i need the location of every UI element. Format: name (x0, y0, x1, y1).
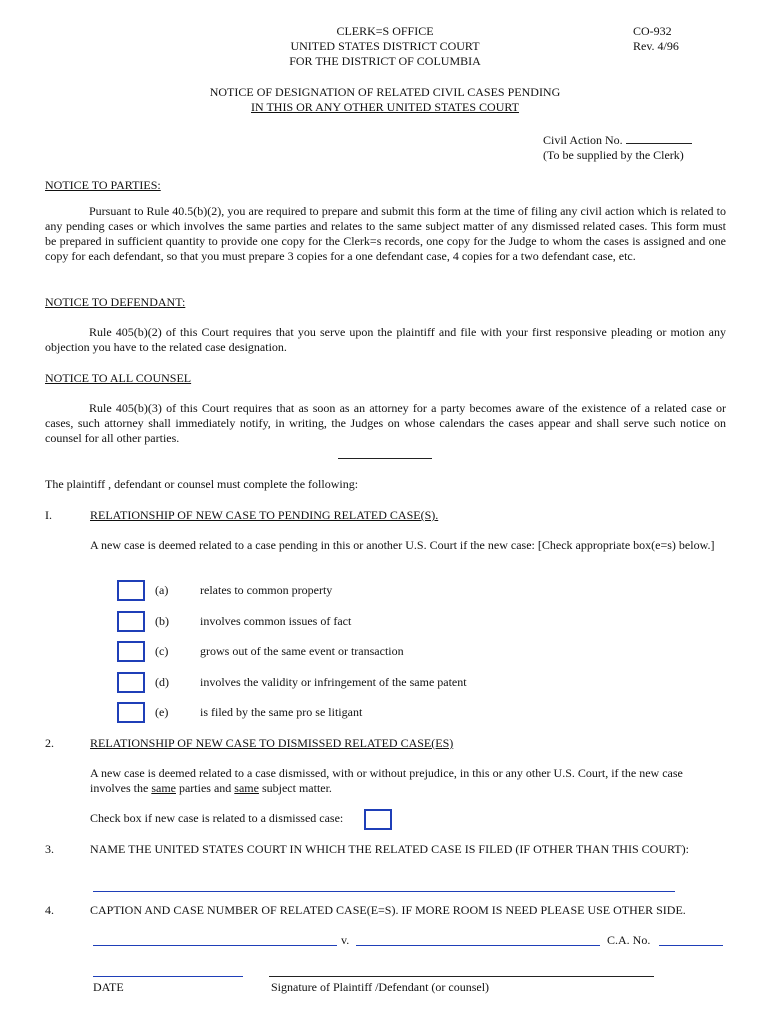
section-3-heading: NAME THE UNITED STATES COURT IN WHICH THE RELATED CASE IS FILED (IF OTHER THAN THIS COURT): (90, 842, 689, 856)
option-label: involves common issues of fact (200, 614, 352, 628)
notice-parties-paragraph (45, 204, 726, 264)
related-court-name-line (93, 891, 675, 892)
option-letter: (a) (155, 583, 169, 597)
option-letter: (b) (155, 614, 169, 628)
form-title (150, 85, 620, 115)
civil-action-label: Civil Action No. (543, 133, 623, 147)
civil-action-number-field[interactable] (626, 131, 692, 144)
signature-line[interactable] (269, 976, 654, 977)
related-court-name-field[interactable] (93, 876, 673, 890)
section-2-text: A new case is deemed related to a case dismissed, with or without prejudice, in this or any other U.S. Court, if the new case involves the same parties and same subject matter. (90, 766, 683, 795)
section-4-heading: CAPTION AND CASE NUMBER OF RELATED CASE(E=S). IF MORE ROOM IS NEED PLEASE USE OTHER SIDE. (90, 903, 686, 917)
section-2-number: 2. (45, 736, 54, 750)
section-2-heading: RELATIONSHIP OF NEW CASE TO DISMISSED RELATED CASE(ES) (90, 736, 454, 750)
dismissed-case-checkbox[interactable] (364, 809, 392, 830)
form-number: CO-932 (633, 24, 672, 38)
notice-parties-text: Pursuant to Rule 40.5(b)(2), you are required to prepare and submit this form at the time of filing any civil action which is related to any pending cases or which involves the same parties and relates to the same subject matter of any dismissed related cases. This form must be prepared in sufficient quantity to provide one copy for the Clerk=s records, one copy for the Judge to whom the cases is assigned and one copy for each defendant, so that you must prepare 3 copies for a one defendant case, 4 copies for a two defendant case, etc. (45, 204, 726, 263)
civil-action-block (543, 131, 692, 163)
form-id-block (633, 24, 679, 54)
related-case-checkbox[interactable] (117, 702, 145, 723)
section-4-number: 4. (45, 903, 54, 917)
date-label: DATE (93, 980, 124, 994)
dismissed-case-check-label: Check box if new case is related to a dismissed case: (90, 811, 344, 825)
civil-action-note: (To be supplied by the Clerk) (543, 148, 684, 162)
notice-counsel-heading: NOTICE TO ALL COUNSEL (45, 371, 192, 385)
related-case-checkbox[interactable] (117, 641, 145, 662)
section-divider (338, 458, 432, 459)
versus-label: v. (341, 933, 350, 947)
related-case-checkbox[interactable] (117, 672, 145, 693)
ca-number-line (659, 945, 723, 946)
date-field[interactable] (93, 961, 241, 975)
notice-counsel-text: Rule 405(b)(3) of this Court requires that as soon as an attorney for a party becomes aware of the existence of a related case or cases, such attorney shall immediately notify, in writing, the Judges on whose calendars the cases appear and shall serve such notice on counsel for all other parties. (45, 401, 726, 445)
ca-number-field[interactable] (659, 930, 721, 944)
caption-defendant-line (356, 945, 600, 946)
same-subject-word: same (234, 781, 259, 795)
title-line-2: IN THIS OR ANY OTHER UNITED STATES COURT (251, 100, 519, 114)
clerk-office-header (250, 24, 520, 69)
option-letter: (d) (155, 675, 169, 689)
caption-plaintiff-line (93, 945, 337, 946)
section-3-number: 3. (45, 842, 54, 856)
office-line-1: CLERK=S OFFICE (336, 24, 434, 38)
section-1-text: A new case is deemed related to a case pending in this or another U.S. Court if the new case: [Check appropriate box(e=s) below.] (90, 538, 715, 552)
option-label: involves the validity or infringement of the same patent (200, 675, 467, 689)
option-letter: (c) (155, 644, 169, 658)
instruction-text: The plaintiff , defendant or counsel must complete the following: (45, 477, 359, 491)
notice-defendant-text: Rule 405(b)(2) of this Court requires that you serve upon the plaintiff and file with your first responsive pleading or motion any objection you have to the related case designation. (45, 325, 726, 354)
notice-parties-heading: NOTICE TO PARTIES: (45, 178, 161, 192)
signature-label: Signature of Plaintiff /Defendant (or counsel) (271, 980, 490, 994)
date-line (93, 976, 243, 977)
notice-defendant-paragraph (45, 325, 726, 355)
caption-defendant-field[interactable] (356, 930, 598, 944)
related-case-checkbox[interactable] (117, 580, 145, 601)
caption-plaintiff-field[interactable] (93, 930, 335, 944)
section-1-number: I. (45, 508, 52, 522)
related-case-checkbox[interactable] (117, 611, 145, 632)
same-parties-word: same (151, 781, 176, 795)
option-label: grows out of the same event or transaction (200, 644, 404, 658)
option-label: relates to common property (200, 583, 333, 597)
section-1-heading: RELATIONSHIP OF NEW CASE TO PENDING RELATED CASE(S). (90, 508, 439, 522)
option-letter: (e) (155, 705, 169, 719)
office-line-3: FOR THE DISTRICT OF COLUMBIA (289, 54, 481, 68)
ca-number-label: C.A. No. (607, 933, 651, 947)
title-line-1: NOTICE OF DESIGNATION OF RELATED CIVIL CASES PENDING (209, 85, 561, 99)
notice-defendant-heading: NOTICE TO DEFENDANT: (45, 295, 186, 309)
option-label: is filed by the same pro se litigant (200, 705, 363, 719)
office-line-2: UNITED STATES DISTRICT COURT (290, 39, 480, 53)
notice-counsel-paragraph (45, 401, 726, 446)
form-revision: Rev. 4/96 (633, 39, 679, 53)
